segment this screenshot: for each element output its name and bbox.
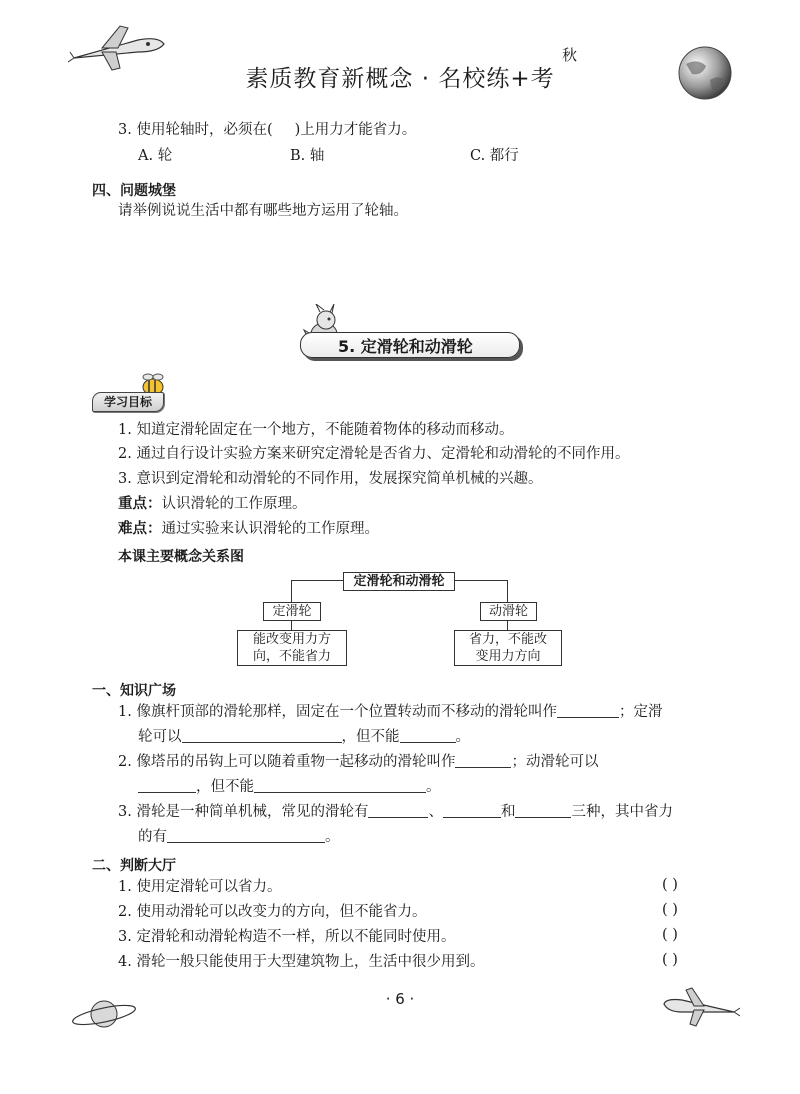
concept-map-fixed-pulley: 定滑轮: [263, 602, 321, 621]
fill-blank[interactable]: [182, 728, 342, 743]
map-line-right-horizontal: [454, 580, 508, 581]
goal-item-3: 3. 意识到定滑轮和动滑轮的不同作用，发展探究简单机械的兴趣。: [118, 471, 543, 487]
difficult-point: [118, 519, 379, 539]
learning-goals-badge: 学习目标: [92, 392, 164, 412]
answer-paren[interactable]: ( ): [662, 877, 678, 893]
judge-item-3: 3. 定滑轮和动滑轮构造不一样，所以不能同时使用。: [118, 929, 456, 945]
answer-paren[interactable]: ( ): [662, 902, 678, 918]
concept-map-title: 本课主要概念关系图: [118, 549, 244, 565]
globe-icon: [676, 44, 734, 102]
space-shuttle-icon: [660, 982, 740, 1034]
option-b: B. 轴: [290, 148, 325, 164]
map-line-right-down: [507, 620, 508, 630]
answer-paren[interactable]: ( ): [662, 927, 678, 943]
map-line-left-vertical: [291, 580, 292, 602]
fill-q2-line2: [138, 777, 441, 797]
question-3-post: )上用力才能省力。: [294, 122, 417, 138]
section-1-title: 一、知识广场: [92, 683, 176, 699]
fill-blank[interactable]: [515, 803, 571, 818]
key-point-text: 认识滑轮的工作原理。: [161, 496, 307, 512]
difficult-point-text: 通过实验来认识滑轮的工作原理。: [161, 521, 379, 537]
fill-blank[interactable]: [455, 753, 511, 768]
concept-map-fixed-pulley-desc: [237, 630, 347, 666]
key-point: [118, 494, 307, 514]
fill-q3-text-f: 。: [325, 829, 340, 845]
goal-item-1: 1. 知道定滑轮固定在一个地方，不能随着物体的移动而移动。: [118, 422, 514, 438]
section-4-text: 请举例说说生活中都有哪些地方运用了轮轴。: [118, 203, 408, 219]
judge-item-4: 4. 滑轮一般只能使用于大型建筑物上，生活中很少用到。: [118, 954, 485, 970]
option-c: C. 都行: [470, 148, 519, 164]
fill-q2-text-d: 。: [426, 779, 441, 795]
section-4-title: 四、问题城堡: [92, 183, 176, 199]
concept-map-movable-desc-line2: 变用力方向: [475, 649, 541, 664]
fill-q3-text-c: 和: [500, 804, 516, 820]
fill-q1-line1: [118, 702, 662, 722]
fill-q3-text-b: 、: [428, 804, 443, 820]
fill-q1-text-e: 。: [455, 729, 470, 745]
fill-q3-text-e: 的有: [138, 829, 167, 845]
concept-map-root: 定滑轮和动滑轮: [343, 572, 455, 591]
fill-blank[interactable]: [138, 778, 196, 793]
concept-map-movable-pulley: 动滑轮: [480, 602, 537, 621]
fill-q3-text-a: 3. 滑轮是一种简单机械，常见的滑轮有: [118, 804, 369, 820]
fill-q1-text-b: ；定滑: [618, 704, 663, 720]
concept-map-movable-pulley-desc: [454, 630, 562, 666]
fill-q1-text-d: ，但不能: [341, 729, 400, 745]
answer-paren[interactable]: ( ): [662, 952, 678, 968]
fill-q2-text-c: ，但不能: [196, 779, 254, 795]
page-header-title: 素质教育新概念 · 名校练+考: [245, 66, 555, 92]
concept-map-fixed-desc-line2: 向，不能省力: [252, 649, 331, 664]
page-number: · 6 ·: [385, 990, 415, 1008]
question-3-pre: 3. 使用轮轴时，必须在(: [118, 122, 273, 138]
lesson-title: 5. 定滑轮和动滑轮: [338, 337, 473, 356]
fill-blank[interactable]: [368, 803, 428, 818]
map-line-right-vertical: [507, 580, 508, 602]
season-label: 秋: [562, 46, 578, 64]
fill-blank[interactable]: [557, 703, 619, 718]
section-2-title: 二、判断大厅: [92, 858, 176, 874]
concept-map-fixed-desc-line1: 能改变用力方: [252, 632, 331, 647]
judge-item-2: 2. 使用动滑轮可以改变力的方向，但不能省力。: [118, 904, 427, 920]
fill-q2-text-a: 2. 像塔吊的吊钩上可以随着重物一起移动的滑轮叫作: [118, 754, 456, 770]
fill-q1-line2: [138, 727, 470, 747]
fill-q1-text-c: 轮可以: [138, 729, 182, 745]
fill-q2-line1: [118, 752, 598, 772]
fill-q3-line1: [118, 802, 673, 822]
fill-q3-line2: [138, 827, 340, 847]
judge-item-1: 1. 使用定滑轮可以省力。: [118, 879, 282, 895]
option-a: A. 轮: [138, 148, 173, 164]
key-point-label: 重点：: [118, 495, 162, 512]
map-line-left-horizontal: [291, 580, 343, 581]
fill-blank[interactable]: [443, 803, 501, 818]
difficult-point-label: 难点：: [118, 520, 162, 537]
fill-blank[interactable]: [167, 828, 325, 843]
fill-blank[interactable]: [400, 728, 456, 743]
map-line-left-down: [291, 620, 292, 630]
concept-map-movable-desc-line1: 省力，不能改: [468, 632, 547, 647]
goal-item-2: 2. 通过自行设计实验方案来研究定滑轮是否省力、定滑轮和动滑轮的不同作用。: [118, 446, 630, 462]
question-3: [118, 120, 416, 140]
fill-q2-text-b: ；动滑轮可以: [511, 754, 599, 770]
fill-q1-text-a: 1. 像旗杆顶部的滑轮那样，固定在一个位置转动而不移动的滑轮叫作: [118, 704, 557, 720]
fill-blank[interactable]: [254, 778, 426, 793]
fill-q3-text-d: 三种，其中省力: [571, 804, 673, 820]
